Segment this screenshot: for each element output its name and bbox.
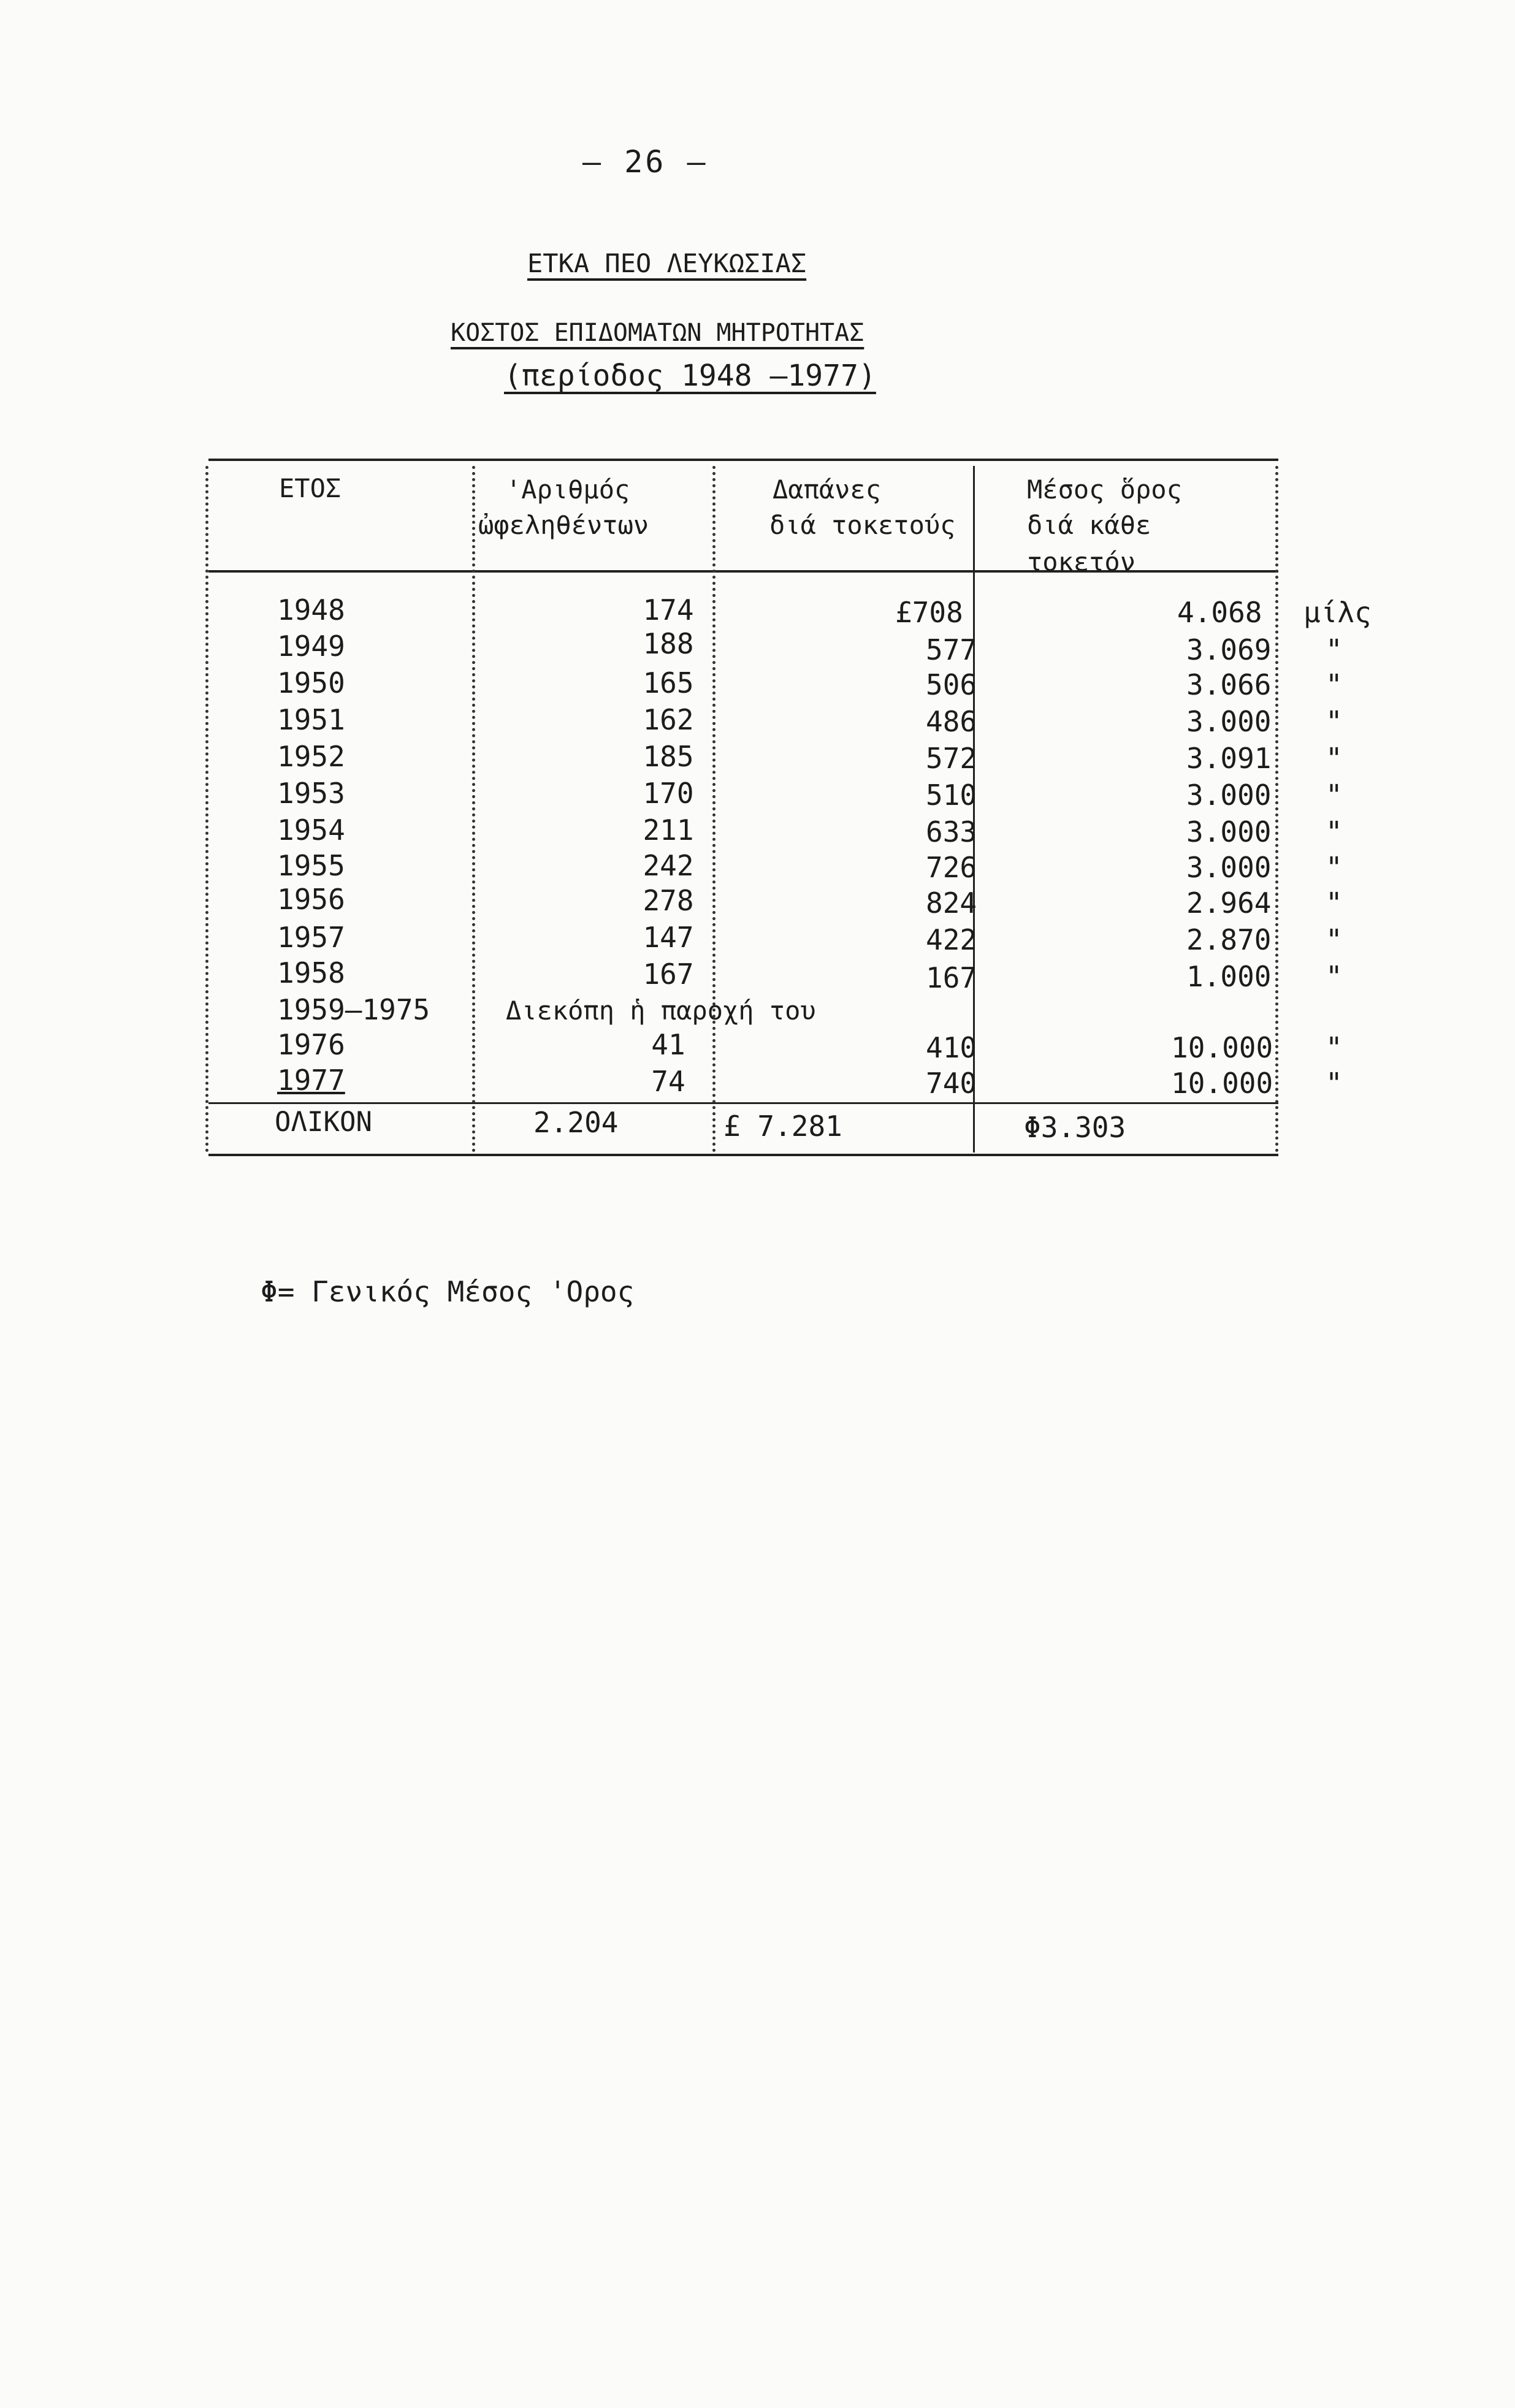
row-1949-avg: 3.069 [1186,633,1272,666]
row-1949-unit: " [1326,633,1343,666]
left-border [205,466,208,1153]
row-1954-avg: 3.000 [1186,815,1272,848]
period-subtitle: (περίοδος 1948 –1977) [504,359,876,393]
row-1952-year: 1952 [277,740,345,773]
header-cost-line2: διά τοκετούς [769,510,956,540]
row-1955-year: 1955 [277,849,345,882]
row-1958-avg: 1.000 [1186,960,1272,993]
total-average: Φ3.303 [1024,1111,1126,1144]
row-1977-unit: " [1326,1067,1343,1100]
row-1977-count: 74 [651,1065,685,1098]
row-1950-year: 1950 [277,666,345,699]
row-1956-year: 1956 [277,883,345,916]
benefits-table [208,454,1372,1159]
row-1952-count: 185 [643,740,694,773]
column-separator-1 [472,466,475,1153]
right-border [1275,466,1278,1153]
row-1953-count: 170 [643,777,694,810]
row-1948-count: 174 [643,593,694,627]
row-1948-unit: μίλς [1303,596,1372,629]
row-1951-year: 1951 [277,703,345,736]
row-1952-unit: " [1326,742,1343,775]
row-1976-cost: 410 [926,1031,977,1064]
interruption-note: Διεκόπη ἡ παροχή του [506,996,816,1026]
table-bottom-rule [208,1154,1278,1156]
row-1950-avg: 3.066 [1186,668,1272,701]
header-year: ΕΤΟΣ [279,473,342,503]
row-1956-avg: 2.964 [1186,886,1272,920]
row-1951-cost: 486 [926,705,977,738]
total-count: 2.204 [533,1106,619,1139]
organization-title: ΕΤΚΑ ΠΕΟ ΛΕΥΚΩΣΙΑΣ [527,248,807,278]
header-cost-line1: Δαπάνες [773,474,882,505]
row-1953-avg: 3.000 [1186,779,1272,812]
row-1955-count: 242 [643,849,694,882]
row-1956-cost: 824 [926,886,977,920]
row-1952-avg: 3.091 [1186,742,1272,775]
row-1958-cost: 167 [926,961,977,994]
document-title: ΚΟΣΤΟΣ ΕΠΙΔΟΜΑΤΩΝ ΜΗΤΡΟΤΗΤΑΣ [451,319,864,347]
row-1957-cost: 422 [926,923,977,956]
row-1956-count: 278 [643,884,694,917]
row-1958-year: 1958 [277,956,345,989]
row-1955-avg: 3.000 [1186,851,1272,884]
row-1958-unit: " [1326,960,1343,993]
row-1955-unit: " [1326,851,1343,884]
row-1949-count: 188 [643,627,694,660]
header-avg-line2: διά κάθε [1027,510,1151,540]
row-1976-unit: " [1326,1031,1343,1064]
row-1976-count: 41 [651,1028,685,1061]
row-1954-unit: " [1326,815,1343,848]
row-1953-cost: 510 [926,779,977,812]
row-1955-cost: 726 [926,851,977,884]
row-1956-unit: " [1326,886,1343,920]
row-1953-year: 1953 [277,777,345,810]
total-label: ΟΛΙΚΟΝ [275,1107,372,1138]
row-1949-cost: 577 [926,633,977,666]
row-1951-count: 162 [643,703,694,736]
row-1959-1975-year: 1959–1975 [277,993,430,1026]
row-1977-year: 1977 [277,1064,345,1097]
row-1957-count: 147 [643,921,694,954]
row-1976-year: 1976 [277,1028,345,1061]
row-1953-unit: " [1326,779,1343,812]
row-1948-avg: 4.068 [1177,596,1262,629]
total-cost: £ 7.281 [723,1110,842,1143]
row-1951-avg: 3.000 [1186,705,1272,738]
header-avg-line1: Μέσος ὅρος [1027,474,1182,505]
header-count-line2: ὠφεληθέντων [478,510,649,540]
footnote: Φ= Γενικός Μέσος 'Ορος [261,1275,635,1308]
row-1950-count: 165 [643,666,694,699]
row-1976-avg: 10.000 [1171,1031,1273,1064]
page-number: – 26 – [582,144,708,180]
row-1957-avg: 2.870 [1186,923,1272,956]
total-top-rule [208,1102,1278,1104]
row-1954-year: 1954 [277,813,345,847]
row-1977-cost: 740 [926,1067,977,1100]
row-1952-cost: 572 [926,742,977,775]
row-1948-year: 1948 [277,593,345,627]
row-1950-cost: 506 [926,668,977,701]
row-1954-cost: 633 [926,815,977,848]
row-1954-count: 211 [643,813,694,847]
row-1950-unit: " [1326,668,1343,701]
row-1958-count: 167 [643,958,694,991]
row-1951-unit: " [1326,705,1343,738]
header-count-line1: 'Αριθμός [506,474,630,505]
row-1948-cost: £708 [895,596,963,629]
row-1949-year: 1949 [277,630,345,663]
header-avg-line3: τοκετόν [1027,547,1136,577]
row-1957-year: 1957 [277,921,345,954]
table-top-rule [208,459,1278,461]
row-1977-avg: 10.000 [1171,1067,1273,1100]
row-1957-unit: " [1326,923,1343,956]
